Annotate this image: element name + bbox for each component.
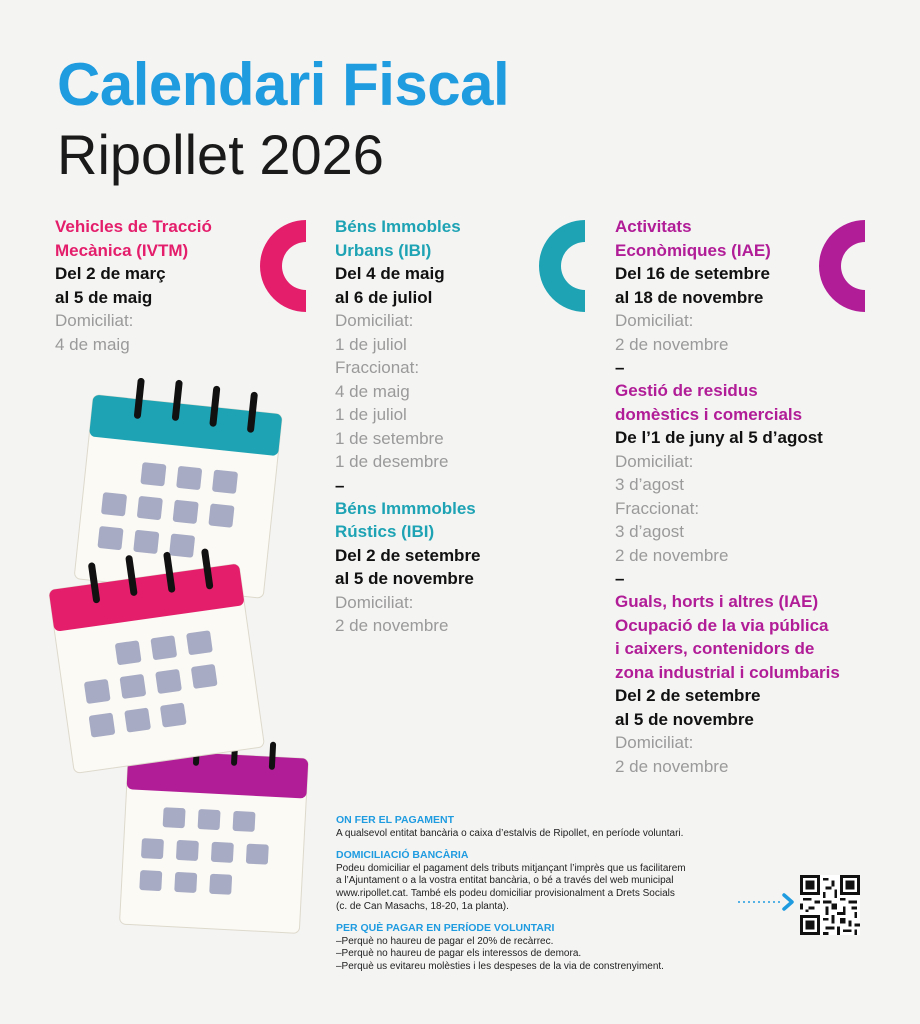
payment-place-block bbox=[336, 814, 776, 840]
residus-heading-line-2: domèstics i comercials bbox=[615, 404, 803, 424]
ivtm-section bbox=[55, 215, 275, 356]
residus-detail: Fraccionat: bbox=[615, 498, 700, 518]
guals-heading-line-3: i caixers, contenidors de bbox=[615, 639, 815, 658]
ibi-urbans-detail: Fraccionat: bbox=[335, 358, 420, 377]
direct-debit-heading: DOMICILIACIÓ BANCÀRIA bbox=[336, 849, 469, 862]
guals-detail: 2 de novembre bbox=[615, 756, 729, 776]
payment-place-heading: ON FER EL PAGAMENT bbox=[336, 814, 455, 826]
residus-detail: Domiciliat: bbox=[615, 451, 694, 471]
ibi-urbans-heading-line-1: Béns Immobles bbox=[335, 217, 461, 236]
residus-detail: 2 de novembre bbox=[615, 545, 729, 565]
direct-debit-line: a l’Ajuntament o a la vostra entitat bancària, o bé a través del web municipal bbox=[336, 875, 674, 887]
ibi-urbans-period-line-1: Del 4 de maig bbox=[335, 264, 445, 283]
ibi-section bbox=[335, 215, 565, 638]
separator-dash: – bbox=[615, 358, 625, 377]
ibi-urbans-detail: 4 de maig bbox=[335, 381, 410, 401]
ibi-rustics-heading-line-1: Béns Immmobles bbox=[335, 498, 476, 518]
iae-heading-line-1: Activitats bbox=[615, 217, 692, 236]
voluntary-reason: –Perquè no haureu de pagar els interessos de demora. bbox=[336, 948, 582, 960]
page-title: Calendari Fiscal bbox=[57, 51, 510, 118]
ibi-urbans-period-line-2: al 6 de juliol bbox=[335, 287, 433, 307]
iae-detail: Domiciliat: bbox=[615, 311, 694, 330]
arrow-right-icon bbox=[736, 893, 796, 911]
pink-arc-icon bbox=[256, 218, 308, 314]
ibi-urbans-detail: 1 de setembre bbox=[335, 428, 444, 448]
residus-heading-line-1: Gestió de residus bbox=[615, 381, 758, 400]
ibi-rustics-period-line-1: Del 2 de setembre bbox=[335, 545, 481, 565]
ibi-urbans-detail: 1 de desembre bbox=[335, 452, 449, 471]
voluntary-period-block bbox=[336, 922, 776, 973]
ivtm-detail: 4 de maig bbox=[55, 334, 130, 354]
ivtm-heading-line-1: Vehicles de Tracció bbox=[55, 217, 212, 236]
iae-section bbox=[615, 215, 915, 778]
guals-period-line-1: Del 2 de setembre bbox=[615, 686, 761, 705]
purple-arc-icon bbox=[815, 218, 867, 314]
voluntary-reason: –Perquè us evitareu molèsties i les despeses de la via de constrenyiment. bbox=[336, 960, 664, 972]
ibi-rustics-detail: Domiciliat: bbox=[335, 592, 414, 612]
guals-heading-line-4: zona industrial i columbaris bbox=[615, 662, 840, 682]
ivtm-detail: Domiciliat: bbox=[55, 311, 134, 330]
payment-place-text: A qualsevol entitat bancària o caixa d’estalvis de Ripollet, en període voluntari. bbox=[336, 827, 684, 839]
direct-debit-line: www.ripollet.cat. També els podeu domiciliar provisionalment a Drets Socials bbox=[336, 887, 675, 899]
guals-heading-line-1: Guals, horts i altres (IAE) bbox=[615, 592, 819, 611]
ivtm-period-line-2: al 5 de maig bbox=[55, 287, 153, 307]
direct-debit-line: (c. de Can Masachs, 18-20, 1a planta). bbox=[336, 900, 509, 912]
guals-detail: Domiciliat: bbox=[615, 733, 694, 752]
ibi-rustics-heading-line-2: Rústics (IBI) bbox=[335, 522, 435, 541]
iae-period-line-1: Del 16 de setembre bbox=[615, 264, 770, 283]
qr-code-icon[interactable] bbox=[800, 875, 860, 935]
residus-detail: 3 d’agost bbox=[615, 475, 684, 494]
separator-dash: – bbox=[615, 569, 625, 588]
ivtm-heading-line-2: Mecànica (IVTM) bbox=[55, 240, 189, 260]
ibi-urbans-detail: Domiciliat: bbox=[335, 311, 414, 330]
direct-debit-line: Podeu domiciliar el pagament dels tributs mitjançant l’imprès que us facilitarem bbox=[336, 862, 686, 874]
payment-info bbox=[336, 814, 776, 983]
ibi-urbans-heading-line-2: Urbans (IBI) bbox=[335, 240, 432, 260]
voluntary-reason: –Perquè no haureu de pagar el 20% de recàrrec. bbox=[336, 935, 554, 947]
residus-period: De l’1 de juny al 5 d’agost bbox=[615, 428, 823, 447]
guals-heading-line-2: Ocupació de la via pública bbox=[615, 615, 829, 635]
ivtm-period-line-1: Del 2 de març bbox=[55, 264, 166, 283]
iae-period-line-2: al 18 de novembre bbox=[615, 287, 764, 307]
iae-detail: 2 de novembre bbox=[615, 334, 729, 354]
pink-calendar-icon bbox=[40, 548, 272, 780]
iae-heading-line-2: Econòmiques (IAE) bbox=[615, 240, 771, 260]
direct-debit-block bbox=[336, 849, 776, 913]
separator-dash: – bbox=[335, 475, 345, 495]
voluntary-period-heading: PER QUÈ PAGAR EN PERÍODE VOLUNTARI bbox=[336, 922, 555, 935]
guals-period-line-2: al 5 de novembre bbox=[615, 709, 754, 729]
ibi-urbans-detail: 1 de juliol bbox=[335, 405, 407, 424]
page-subtitle: Ripollet 2026 bbox=[57, 123, 384, 186]
ibi-urbans-detail: 1 de juliol bbox=[335, 334, 407, 354]
teal-arc-icon bbox=[535, 218, 587, 314]
ibi-rustics-detail: 2 de novembre bbox=[335, 616, 449, 635]
ibi-rustics-period-line-2: al 5 de novembre bbox=[335, 569, 474, 588]
residus-detail: 3 d’agost bbox=[615, 522, 684, 541]
